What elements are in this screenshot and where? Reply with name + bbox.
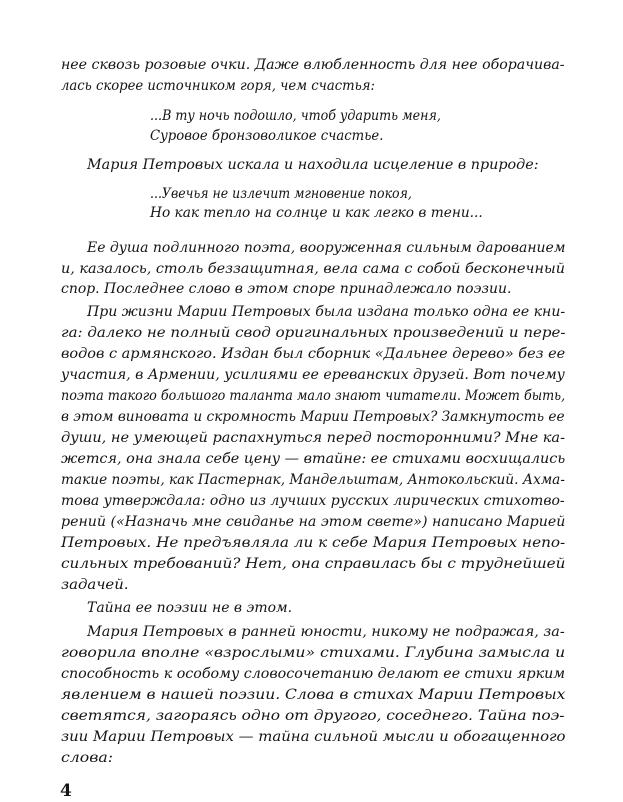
text-line: слова: <box>61 750 114 766</box>
text-line: Тайна ее поэзии не в этом. <box>87 600 293 616</box>
text-line: задачей. <box>61 577 129 593</box>
text-line: сильных требований? Нет, она справилась бы с труднейшей <box>61 556 566 572</box>
text-line: лась скорее источником горя, чем счастья: <box>61 78 375 94</box>
text-line: Мария Петровых в ранней юности, никому не подражая, за- <box>87 624 565 640</box>
text-line: При жизни Марии Петровых была издана только одна ее кни- <box>87 304 566 320</box>
text-line: поэта такого большого таланта мало знают читатели. Может быть, <box>61 388 566 404</box>
page-number: 4 <box>60 781 72 801</box>
text-line: участия, в Армении, усилиями ее ереванских друзей. Вот почему <box>61 367 565 383</box>
text-line: такие поэты, как Пастернак, Мандельштам, Антокольский. Ахма- <box>61 472 565 488</box>
text-line: жется, она знала себе цену — втайне: ее стихами восхищались <box>61 451 566 467</box>
poem-line: ...В ту ночь подошло, чтоб ударить меня, <box>150 108 441 124</box>
text-line: нее сквозь розовые очки. Даже влюбленность для нее оборачива- <box>61 57 565 73</box>
poem-line: ...Увечья не излечит мгновение покоя, <box>150 186 412 202</box>
text-line: това утверждала: одно из лучших русских лирических стихотво- <box>61 493 565 509</box>
poem-line: Но как тепло на солнце и как легко в тени... <box>150 205 483 221</box>
text-line: говорила вполне «взрослыми» стихами. Глубина замысла и <box>61 645 566 661</box>
text-line: спор. Последнее слово в этом споре принадлежало поэзии. <box>61 281 512 297</box>
text-line: явлением в нашей поэзии. Слова в стихах Марии Петровых <box>61 687 566 703</box>
text-line: и, казалось, столь беззащитная, вела сама с собой бесконечный <box>61 261 565 277</box>
text-line: га: далеко не полный свод оригинальных произведений и пере- <box>61 325 566 341</box>
text-line: рений («Назначь мне свиданье на этом свете») написано Марией <box>61 514 566 530</box>
text-line: в этом виновата и скромность Марии Петровых? Замкнутость ее <box>61 409 565 425</box>
text-line: Ее душа подлинного поэта, вооруженная сильным дарованием <box>87 240 566 256</box>
text-line: зии Марии Петровых — тайна сильной мысли и обогащенного <box>61 729 566 745</box>
text-line: водов с армянского. Издан был сборник «Дальнее дерево» без ее <box>61 346 566 362</box>
text-line: Петровых. Не предъявляла ли к себе Мария Петровых непо- <box>61 535 566 551</box>
text-line: светятся, загораясь одно от другого, соседнего. Тайна поэ- <box>61 708 565 724</box>
poem-line: Суровое бронзоволикое счастье. <box>150 128 384 144</box>
text-line: души, не умеющей распахнуться перед посторонними? Мне ка- <box>61 430 565 446</box>
text-line: Мария Петровых искала и находила исцеление в природе: <box>87 157 539 173</box>
text-line: способность к особому словосочетанию делают ее стихи ярким <box>61 666 566 682</box>
